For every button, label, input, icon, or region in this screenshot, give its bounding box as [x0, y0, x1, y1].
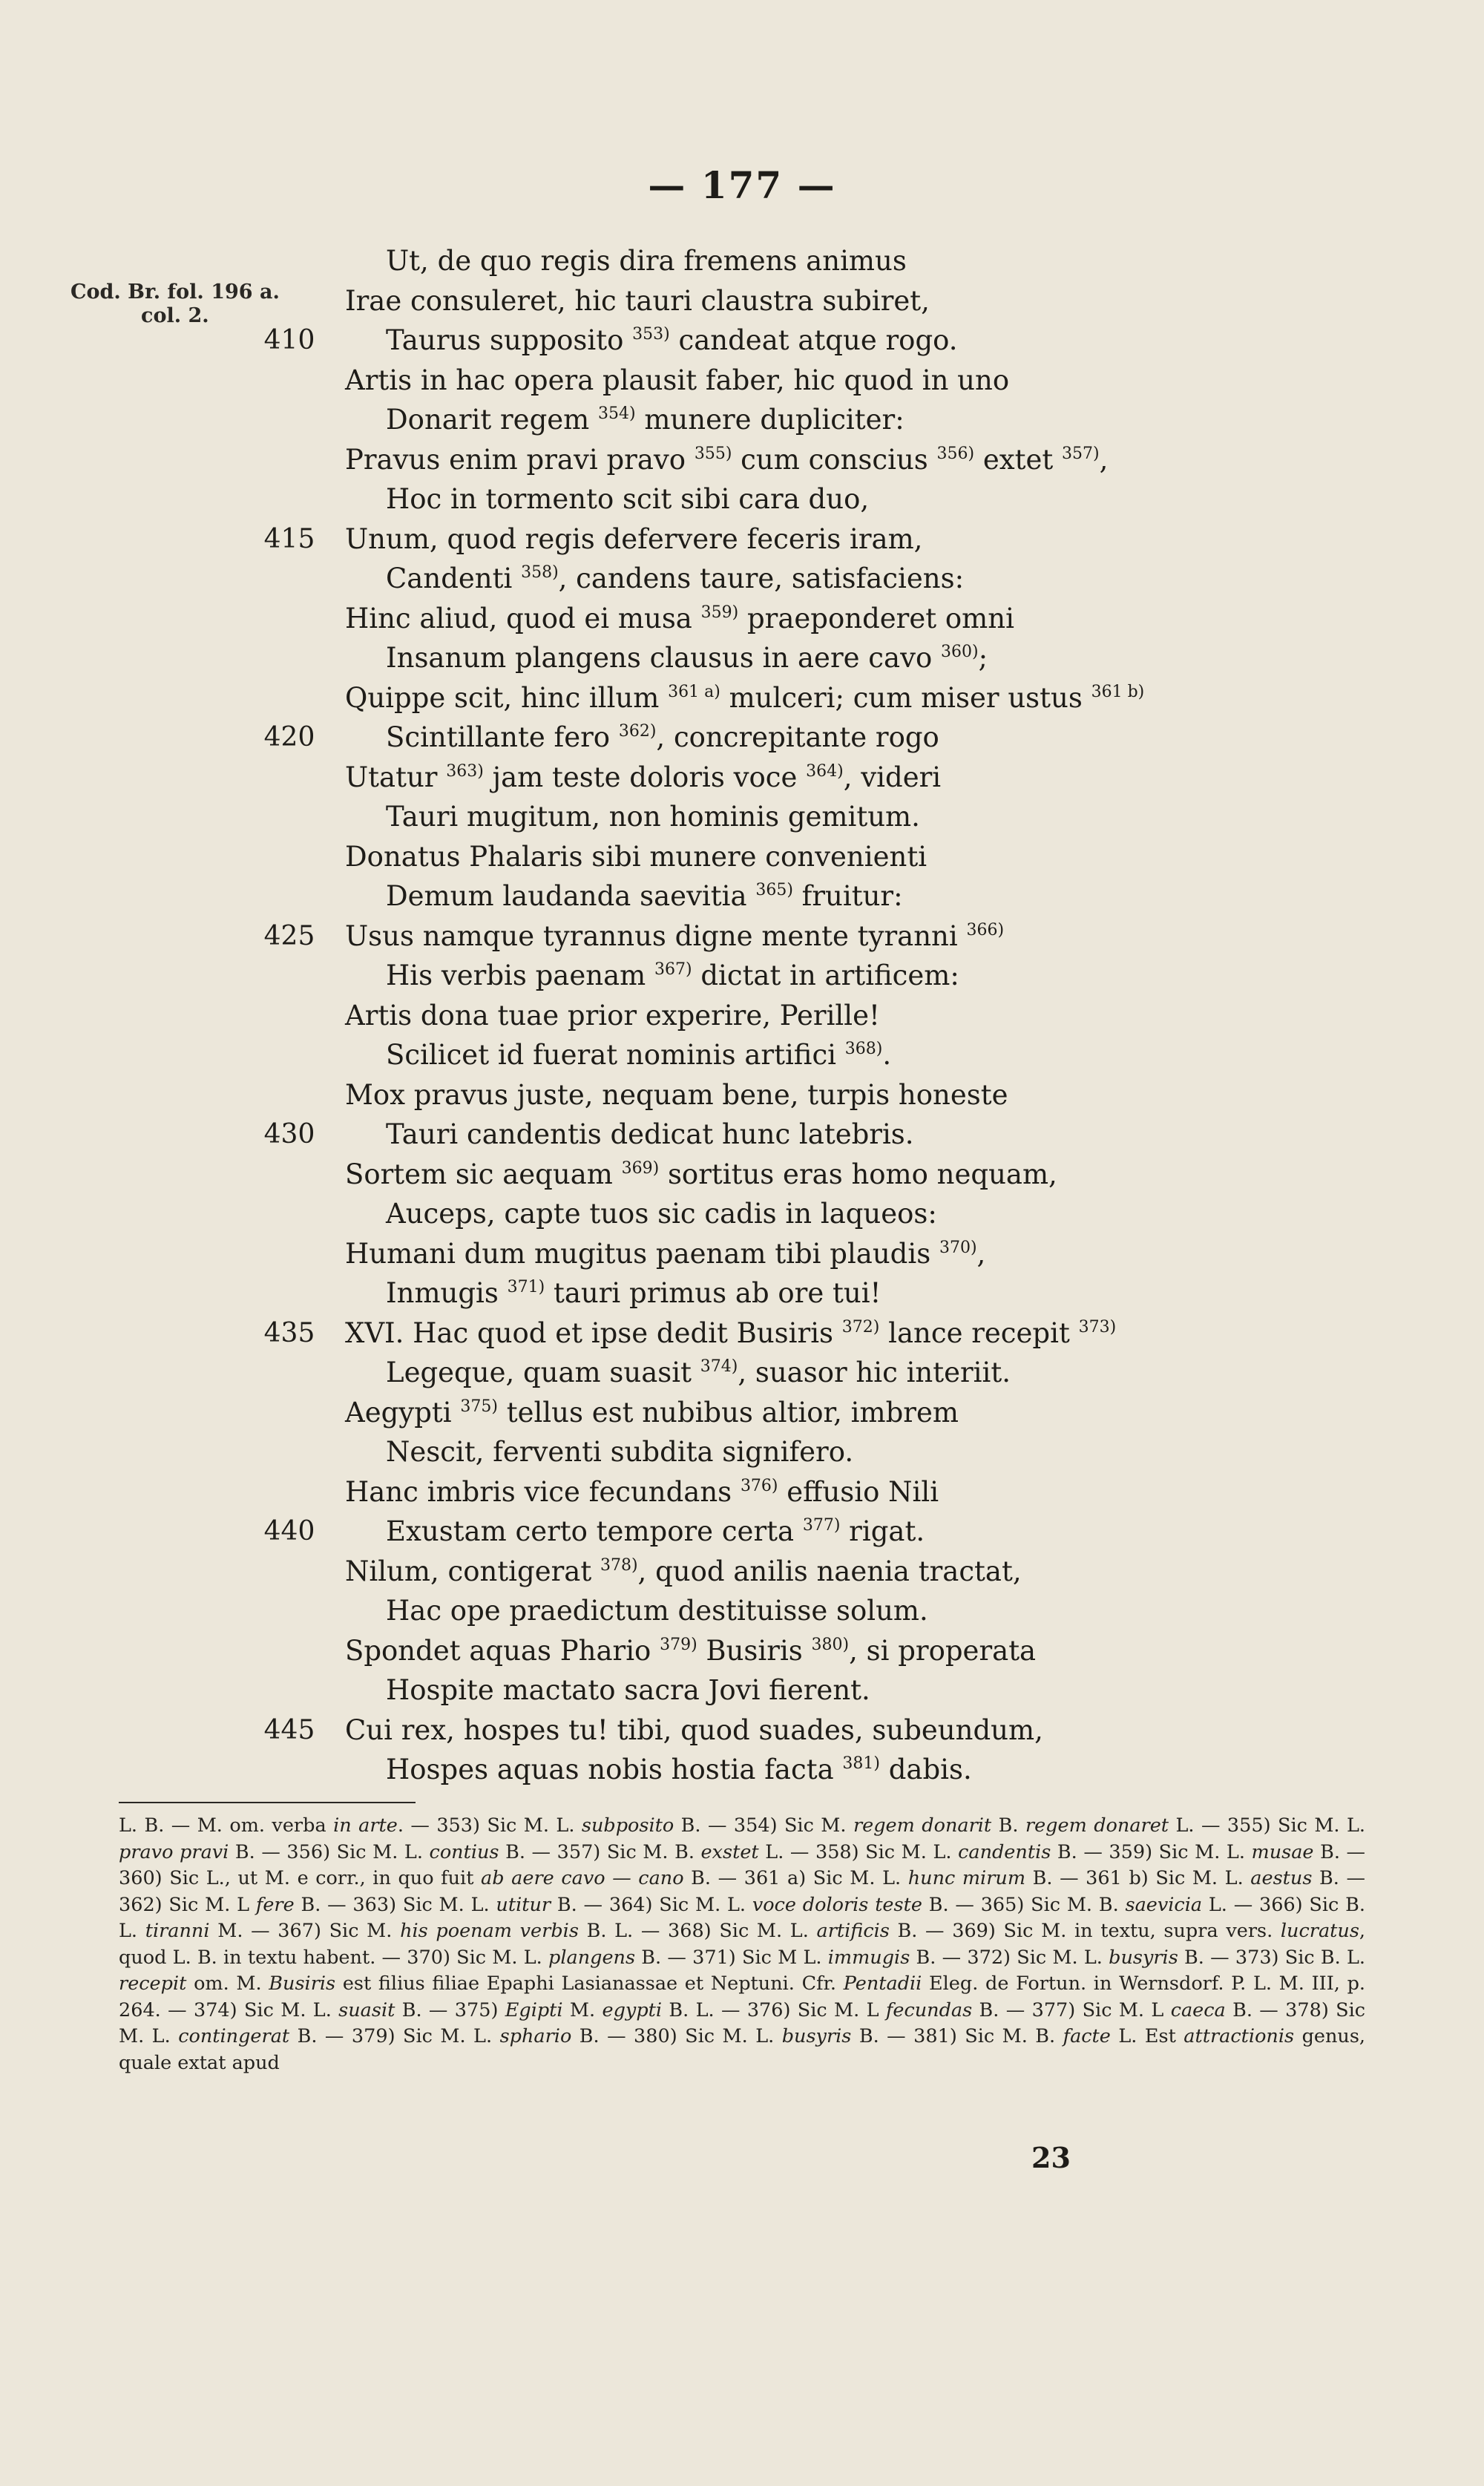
verse-line — [0, 1075, 1484, 1115]
verse-line — [0, 361, 1484, 401]
verse-text — [345, 916, 1004, 957]
signature-mark: 23 — [1031, 2141, 1071, 2174]
footnote-ref: 357) — [1062, 444, 1100, 463]
verse-text — [386, 1194, 937, 1234]
verse-text — [345, 1472, 939, 1512]
verse-segment: , si properata — [849, 1634, 1037, 1667]
verse-line — [0, 1591, 1484, 1631]
footnote-ref: 363) — [446, 761, 484, 781]
verse-line — [0, 718, 1484, 758]
line-number: 445 — [263, 1714, 315, 1745]
verse-text — [386, 1591, 928, 1631]
footnote-variant: utitur — [496, 1893, 551, 1916]
footnote-text: B. — 380) Sic M. L. — [571, 2025, 782, 2047]
verse-line — [0, 479, 1484, 519]
verse-segment: Usus namque tyrannus digne mente tyranni — [345, 919, 967, 952]
footnote-ref: 370) — [939, 1238, 977, 1257]
margin-note-line1: Cod. Br. fol. 196 a. — [70, 281, 280, 304]
verse-line — [0, 1393, 1484, 1433]
verse-text — [386, 718, 939, 758]
footnote-ref: 360) — [941, 643, 979, 661]
verse-line — [0, 1512, 1484, 1552]
footnote-text: B. — 373) Sic B. L. — [1178, 1946, 1365, 1969]
footnote-text: om. M. — [186, 1972, 269, 1995]
verse-segment: Irae consuleret, hic tauri claustra subiret, — [345, 284, 930, 317]
verse-text — [386, 479, 869, 519]
footnote-variant: ab aere cavo — cano — [481, 1867, 684, 1889]
line-number: 410 — [263, 325, 315, 355]
verse-segment: Scilicet id fuerat nominis artifici — [386, 1039, 845, 1071]
verse-line — [0, 1115, 1484, 1155]
verse-segment: tauri primus ab ore tui! — [545, 1277, 881, 1309]
verse-line — [0, 876, 1484, 916]
verse-text — [386, 241, 907, 281]
verse-segment: Hospite mactato sacra Jovi fierent. — [386, 1674, 870, 1706]
footnote-text: , quod L. B. in textu habent. — 370) Sic M. L. — [119, 1920, 1366, 1969]
footnote-paragraph — [119, 1813, 1365, 2076]
verse-segment: Nilum, contigerat — [345, 1555, 600, 1587]
verse-segment: extet — [974, 443, 1063, 476]
verse-segment: , concrepitante rogo — [656, 721, 939, 753]
verse-line — [0, 797, 1484, 837]
verse-segment: sortitus eras homo nequam, — [659, 1158, 1057, 1190]
verse-text — [386, 1353, 1011, 1393]
footnote-variant: regem donarit — [853, 1814, 992, 1837]
footnote-ref: 358) — [521, 563, 559, 582]
verse-segment: lance recepit — [879, 1316, 1079, 1349]
verse-segment: dabis. — [879, 1754, 972, 1785]
verse-text — [345, 440, 1108, 480]
verse-text — [386, 1512, 925, 1552]
verse-segment: Pravus enim pravi pravo — [345, 443, 695, 476]
footnote-ref: 361 a) — [668, 682, 720, 701]
verse-line — [0, 559, 1484, 599]
verse-line — [0, 1273, 1484, 1313]
verse-text — [386, 1432, 853, 1472]
verse-text — [345, 1552, 1022, 1592]
verse-segment: Scintillante fero — [386, 721, 619, 753]
footnote-variant: lucratus — [1280, 1920, 1359, 1942]
footnote-text: B. — 364) Sic M. L. — [551, 1893, 752, 1916]
verse-line — [0, 281, 1484, 321]
footnote-variant: plangens — [548, 1946, 636, 1969]
footnote-text: B. — 354) Sic M. — [674, 1814, 853, 1837]
verse-segment: Unum, quod regis defervere feceris iram, — [345, 522, 923, 555]
verse-text — [345, 1711, 1043, 1751]
verse-segment: Artis dona tuae prior experire, Perille! — [345, 999, 880, 1032]
verse-text — [386, 1670, 870, 1711]
verse-segment: Hanc imbris vice fecundans — [345, 1475, 741, 1508]
verse-text — [386, 1750, 972, 1790]
verse-text — [345, 1155, 1057, 1195]
verse-segment: Demum laudanda saevitia — [386, 880, 756, 912]
footnote-variant: busyris — [1109, 1946, 1178, 1969]
verse-segment: Auceps, capte tuos sic cadis in laqueos: — [386, 1198, 937, 1230]
verse-segment: Hospes aquas nobis hostia facta — [386, 1754, 843, 1785]
footnote-ref: 369) — [621, 1158, 660, 1178]
footnote-ref: 372) — [841, 1317, 880, 1337]
footnote-text: L. — 358) Sic M. L. — [758, 1840, 959, 1863]
footnote-variant: attractionis — [1183, 2025, 1295, 2047]
footnote-text: L. B. — M. om. verba — [119, 1814, 334, 1837]
footnote-ref: 379) — [660, 1635, 697, 1654]
verse-segment: Humani dum mugitus paenam tibi plaudis — [345, 1237, 939, 1270]
verse-text — [386, 956, 959, 996]
footnote-ref: 368) — [844, 1040, 883, 1058]
verse-segment: candeat atque rogo. — [669, 324, 958, 356]
verse-segment: Nescit, ferventi subdita signifero. — [386, 1436, 854, 1468]
footnote-variant: fere — [255, 1893, 295, 1916]
footnote-variant: egypti — [602, 1998, 663, 2021]
verse-segment: jam teste doloris voce — [483, 761, 807, 793]
footnote-ref: 380) — [811, 1635, 850, 1654]
verse-segment: , suasor hic interiit. — [738, 1357, 1011, 1388]
footnote-ref: 364) — [806, 761, 844, 781]
verse-segment: His verbis paenam — [386, 960, 654, 991]
footnote-text: B. — 372) Sic M. L. — [910, 1946, 1109, 1969]
footnote-ref: 373) — [1078, 1317, 1117, 1337]
verse-segment: Donarit regem — [386, 404, 598, 436]
footnote-text: B. — 356) Sic M. L. — [229, 1840, 430, 1863]
verse-segment: tellus est nubibus altior, imbrem — [497, 1396, 959, 1429]
footnote-ref: 366) — [966, 920, 1005, 939]
verse-segment: Busiris — [697, 1634, 812, 1667]
verse-segment: Donatus Phalaris sibi munere convenienti — [345, 840, 928, 873]
footnote-text: B. L. — 368) Sic M. L. — [578, 1920, 817, 1942]
footnote-text: B. — 378) Sic M. L. — [119, 1998, 1366, 2047]
footnote-ref: 381) — [842, 1754, 880, 1773]
footnote-variant: busyris — [781, 2025, 852, 2047]
verse-segment: Legeque, quam suasit — [386, 1357, 700, 1388]
footnote-text: Eleg. de Fortun. in Wernsdorf. P. L. M. III, p. 264. — 374) Sic M. L. — [119, 1972, 1366, 2021]
verse-text — [345, 1631, 1036, 1671]
verse-segment: Tauri mugitum, non hominis gemitum. — [386, 801, 920, 833]
footnote-text: est filius filiae Epaphi Lasianassae et Neptuni. Cfr. — [335, 1972, 844, 1995]
verse-segment: munere dupliciter: — [635, 404, 904, 436]
verse-segment: Sortem sic aequam — [345, 1158, 622, 1190]
verse-segment: Artis in hac opera plausit faber, hic quod in uno — [345, 364, 1010, 396]
verse-segment: ; — [978, 642, 988, 674]
footnote-variant: caeca — [1170, 1998, 1226, 2021]
line-number: 435 — [263, 1317, 315, 1348]
verse-segment: XVI. Hac quod et ipse dedit Busiris — [345, 1316, 842, 1349]
line-number: 425 — [263, 920, 315, 951]
footnote-ref: 365) — [755, 881, 793, 899]
verse-text — [386, 638, 988, 678]
footnote-variant: suasit — [338, 1998, 395, 2021]
footnote-text: B. — 361 b) Sic M. L. — [1025, 1867, 1251, 1889]
verse-line — [0, 638, 1484, 678]
verse-line — [0, 1155, 1484, 1195]
footnote-variant: recepit — [119, 1972, 187, 1995]
footnote-text: L. Est — [1110, 2025, 1184, 2047]
verse-segment: Taurus supposito — [386, 324, 633, 356]
verse-segment: Insanum plangens clausus in aere cavo — [386, 642, 942, 674]
footnote-text: B. — 362) Sic M. L — [119, 1867, 1365, 1916]
footnote-variant: in arte — [333, 1814, 398, 1837]
footnote-variant: subposito — [581, 1814, 674, 1837]
verse-line — [0, 1552, 1484, 1592]
footnote-text: . — 353) Sic M. L. — [397, 1814, 582, 1837]
verse-line — [0, 1432, 1484, 1472]
footnote-variant: contius — [429, 1840, 499, 1863]
verse-segment: cum conscius — [732, 443, 937, 476]
verse-segment: Quippe scit, hinc illum — [345, 681, 669, 714]
footnote-ref: 355) — [694, 444, 732, 463]
footnote-variant: fecundas — [885, 1998, 973, 2021]
verse-text — [386, 876, 903, 916]
verse-line — [0, 241, 1484, 281]
verse-segment: , videri — [843, 761, 942, 793]
footnote-ref: 354) — [598, 404, 636, 423]
verse-segment: rigat. — [840, 1515, 925, 1547]
footnote-rule — [119, 1802, 416, 1803]
footnote-variant: saevicia — [1125, 1893, 1203, 1916]
verse-segment: . — [882, 1039, 892, 1071]
verse-text — [386, 1035, 891, 1075]
verse-line — [0, 996, 1484, 1036]
verse-text — [345, 281, 930, 321]
footnote-variant: artificis — [816, 1920, 890, 1942]
footnote-ref: 377) — [802, 1516, 841, 1535]
line-number: 430 — [263, 1119, 315, 1149]
verse-text — [386, 321, 958, 361]
footnote-variant: Pentadii — [843, 1972, 922, 1995]
verse-text — [345, 599, 1014, 639]
footnotes — [119, 1813, 1365, 2076]
footnote-text: B. — 371) Sic M L. — [635, 1946, 828, 1969]
footnote-variant: immugis — [827, 1946, 910, 1969]
verse-segment: , — [1099, 443, 1109, 476]
verse-line — [0, 1234, 1484, 1274]
footnote-variant: Egipti — [505, 1998, 563, 2021]
verse-segment: , — [976, 1237, 986, 1270]
footnote-text: B. — 379) Sic M. L. — [289, 2025, 500, 2047]
verse-line — [0, 837, 1484, 877]
footnote-variant: contingerat — [178, 2025, 290, 2047]
footnote-text: B. — 369) Sic M. in textu, supra vers. — [889, 1920, 1281, 1942]
footnote-variant: sphario — [499, 2025, 572, 2047]
footnote-variant: aestus — [1250, 1867, 1313, 1889]
margin-note-line2: col. 2. — [141, 304, 209, 327]
verse-block — [0, 241, 1484, 1790]
verse-text — [345, 678, 1144, 718]
footnote-text: B. — 375) — [395, 1998, 505, 2021]
verse-segment: , candens taure, satisfaciens: — [558, 563, 965, 594]
verse-text — [345, 1075, 1008, 1115]
line-number: 440 — [263, 1516, 315, 1547]
footnote-ref: 359) — [700, 603, 739, 622]
footnote-ref: 367) — [654, 960, 692, 979]
footnote-text: M. — [562, 1998, 603, 2021]
verse-line — [0, 1670, 1484, 1711]
footnote-ref: 378) — [600, 1555, 638, 1575]
verse-text — [345, 1393, 959, 1433]
verse-segment: praeponderet omni — [738, 602, 1014, 634]
footnote-text: B. — 377) Sic M. L — [972, 1998, 1171, 2021]
footnote-text: B. — 360) Sic L., ut M. e corr., in quo fuit — [119, 1840, 1366, 1889]
verse-segment: Hoc in tormento scit sibi cara duo, — [386, 483, 870, 515]
footnote-text: B. — 381) Sic M. B. — [851, 2025, 1063, 2047]
verse-line — [0, 1472, 1484, 1512]
verse-line — [0, 1631, 1484, 1671]
footnote-variant: pravo pravi — [119, 1840, 229, 1863]
verse-text — [386, 1115, 914, 1155]
line-number: 415 — [263, 523, 315, 554]
verse-line — [0, 758, 1484, 798]
footnote-text: B. L. — 376) Sic M. L — [662, 1998, 886, 2021]
footnote-variant: exstet — [700, 1840, 759, 1863]
footnote-ref: 376) — [740, 1476, 778, 1495]
footnote-ref: 374) — [700, 1357, 738, 1376]
footnote-text: B. — 359) Sic M. L. — [1051, 1840, 1252, 1863]
verse-line — [0, 678, 1484, 718]
verse-text — [386, 1273, 881, 1313]
footnote-variant: musae — [1251, 1840, 1314, 1863]
verse-segment: Mox pravus juste, nequam bene, turpis honeste — [345, 1078, 1008, 1111]
verse-line — [0, 1035, 1484, 1075]
verse-line — [0, 956, 1484, 996]
verse-segment: Tauri candentis dedicat hunc latebris. — [386, 1118, 914, 1150]
verse-line — [0, 1711, 1484, 1751]
verse-segment: effusio Nili — [778, 1475, 939, 1508]
footnote-variant: voce doloris teste — [752, 1893, 922, 1916]
verse-segment: Aegypti — [345, 1396, 461, 1429]
verse-segment: Utatur — [345, 761, 447, 793]
verse-line — [0, 440, 1484, 480]
verse-segment: Ut, de quo regis dira fremens animus — [386, 245, 907, 277]
page-number: — 177 — — [648, 163, 836, 207]
footnote-variant: Busiris — [269, 1972, 336, 1995]
verse-segment: dictat in artificem: — [692, 960, 959, 991]
verse-segment: fruitur: — [792, 880, 903, 912]
verse-segment: Candenti — [386, 563, 522, 594]
line-number: 420 — [263, 722, 315, 752]
verse-segment: , quod anilis naenia tractat, — [637, 1555, 1022, 1587]
footnote-text: B. — 357) Sic M. B. — [499, 1840, 701, 1863]
footnote-text: B. — 365) Sic M. B. — [922, 1893, 1126, 1916]
footnote-ref: 356) — [936, 444, 975, 463]
footnote-text: L. — 366) Sic B. L. — [119, 1893, 1365, 1942]
verse-line — [0, 1750, 1484, 1790]
footnote-ref: 375) — [460, 1397, 498, 1416]
verse-segment: Inmugis — [386, 1277, 508, 1309]
footnote-text: genus, quale extat apud — [119, 2025, 1366, 2074]
verse-line — [0, 1313, 1484, 1354]
verse-text — [345, 361, 1009, 401]
footnote-ref: 371) — [507, 1278, 545, 1296]
footnote-variant: tiranni — [145, 1920, 210, 1942]
verse-text — [345, 1234, 985, 1274]
footnote-text: M. — 367) Sic M. — [209, 1920, 401, 1942]
footnote-variant: candentis — [958, 1840, 1051, 1863]
verse-line — [0, 400, 1484, 440]
verse-segment: mulceri; cum miser ustus — [720, 681, 1091, 714]
footnote-ref: 353) — [632, 325, 670, 344]
footnote-text: B. — 363) Sic M. L. — [294, 1893, 496, 1916]
footnote-variant: his poenam verbis — [400, 1920, 579, 1942]
verse-text — [386, 400, 904, 440]
footnote-ref: 361 b) — [1091, 682, 1145, 701]
verse-text — [345, 519, 922, 560]
verse-segment: Hac ope praedictum destituisse solum. — [386, 1595, 928, 1627]
footnote-text: B. — [991, 1814, 1025, 1837]
verse-text — [345, 1313, 1116, 1354]
footnote-ref: 362) — [618, 722, 657, 741]
footnote-text: L. — 355) Sic M. L. — [1169, 1814, 1366, 1837]
verse-line — [0, 1194, 1484, 1234]
verse-line — [0, 519, 1484, 560]
footnote-variant: hunc mirum — [907, 1867, 1026, 1889]
verse-segment: Hinc aliud, quod ei musa — [345, 602, 701, 634]
verse-line — [0, 916, 1484, 957]
verse-line — [0, 599, 1484, 639]
footnote-text: B. — 361 a) Sic M. L. — [683, 1867, 908, 1889]
verse-segment: Spondet aquas Phario — [345, 1634, 660, 1667]
verse-line — [0, 321, 1484, 361]
verse-text — [345, 758, 941, 798]
verse-text — [345, 996, 880, 1036]
verse-text — [386, 797, 920, 837]
verse-text — [386, 559, 964, 599]
verse-text — [345, 837, 927, 877]
footnote-variant: regem donaret — [1025, 1814, 1169, 1837]
verse-segment: Exustam certo tempore certa — [386, 1515, 803, 1547]
verse-segment: Cui rex, hospes tu! tibi, quod suades, subeundum, — [345, 1713, 1043, 1746]
verse-line — [0, 1353, 1484, 1393]
footnote-variant: facte — [1063, 2025, 1111, 2047]
